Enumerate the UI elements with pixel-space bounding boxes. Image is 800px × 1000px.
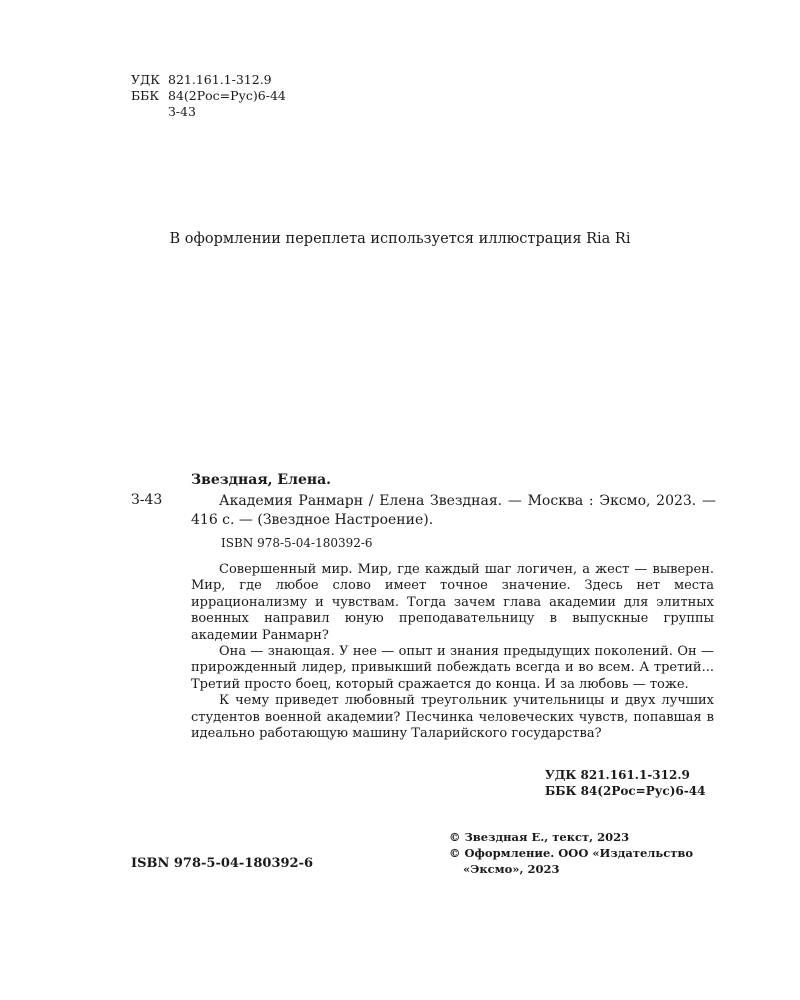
annotation-paragraph: Совершенный мир. Мир, где каждый шаг логичен, а жест — выверен. Мир, где любое слово имеет точное значение. Здесь нет места иррационализму и чувствам. Тогда зачем глава академии для элитных военных направил юную преподавательницу в выпускные группы академии Ранмарн? bbox=[191, 562, 714, 643]
copyright-text: © Звездная Е., текст, 2023 bbox=[449, 830, 630, 844]
annotation-paragraph: К чему приведет любовный треугольник учительницы и двух лучших студентов военной академии? Песчинка человеческих чувств, попавшая в идеально работающую машину Таларийского государства? bbox=[191, 693, 714, 742]
bbk-row bbox=[131, 88, 286, 104]
author-mark: З-43 bbox=[131, 492, 163, 508]
isbn-bottom: ISBN 978-5-04-180392-6 bbox=[131, 856, 314, 871]
author-heading: Звездная, Елена. bbox=[191, 472, 332, 488]
annotation-paragraph: Она — знающая. У нее — опыт и знания предыдущих поколений. Он — прирожденный лидер, привыкший побеждать всегда и во всем. А третий... Третий просто боец, который сражается до конца. И за любовь — тоже. bbox=[191, 644, 714, 692]
copyright-publisher: «Эксмо», 2023 bbox=[463, 862, 560, 876]
classification-block bbox=[131, 72, 286, 120]
udk-label: УДК bbox=[131, 72, 160, 87]
author-mark-top: З-43 bbox=[168, 104, 196, 119]
classification-bottom bbox=[545, 767, 705, 799]
bbk-label: ББК bbox=[131, 88, 160, 103]
illustration-note: В оформлении переплета используется иллюстрация Ria Ri bbox=[169, 231, 631, 247]
copyright-design: © Оформление. ООО «Издательство bbox=[449, 846, 693, 860]
bibliographic-description: Академия Ранмарн / Елена Звездная. — Москва : Эксмо, 2023. — 416 с. — (Звездное Настроение). bbox=[191, 493, 716, 528]
udk-value: 821.161.1-312.9 bbox=[168, 72, 272, 87]
annotation bbox=[191, 562, 714, 742]
bbk-bottom: ББК 84(2Рос=Рус)6-44 bbox=[545, 784, 706, 798]
udk-bottom: УДК 821.161.1-312.9 bbox=[545, 768, 690, 782]
isbn-small: ISBN 978-5-04-180392-6 bbox=[221, 536, 373, 550]
bbk-value: 84(2Рос=Рус)6-44 bbox=[168, 88, 286, 103]
copyright-block bbox=[449, 829, 693, 877]
udk-row bbox=[131, 72, 286, 88]
